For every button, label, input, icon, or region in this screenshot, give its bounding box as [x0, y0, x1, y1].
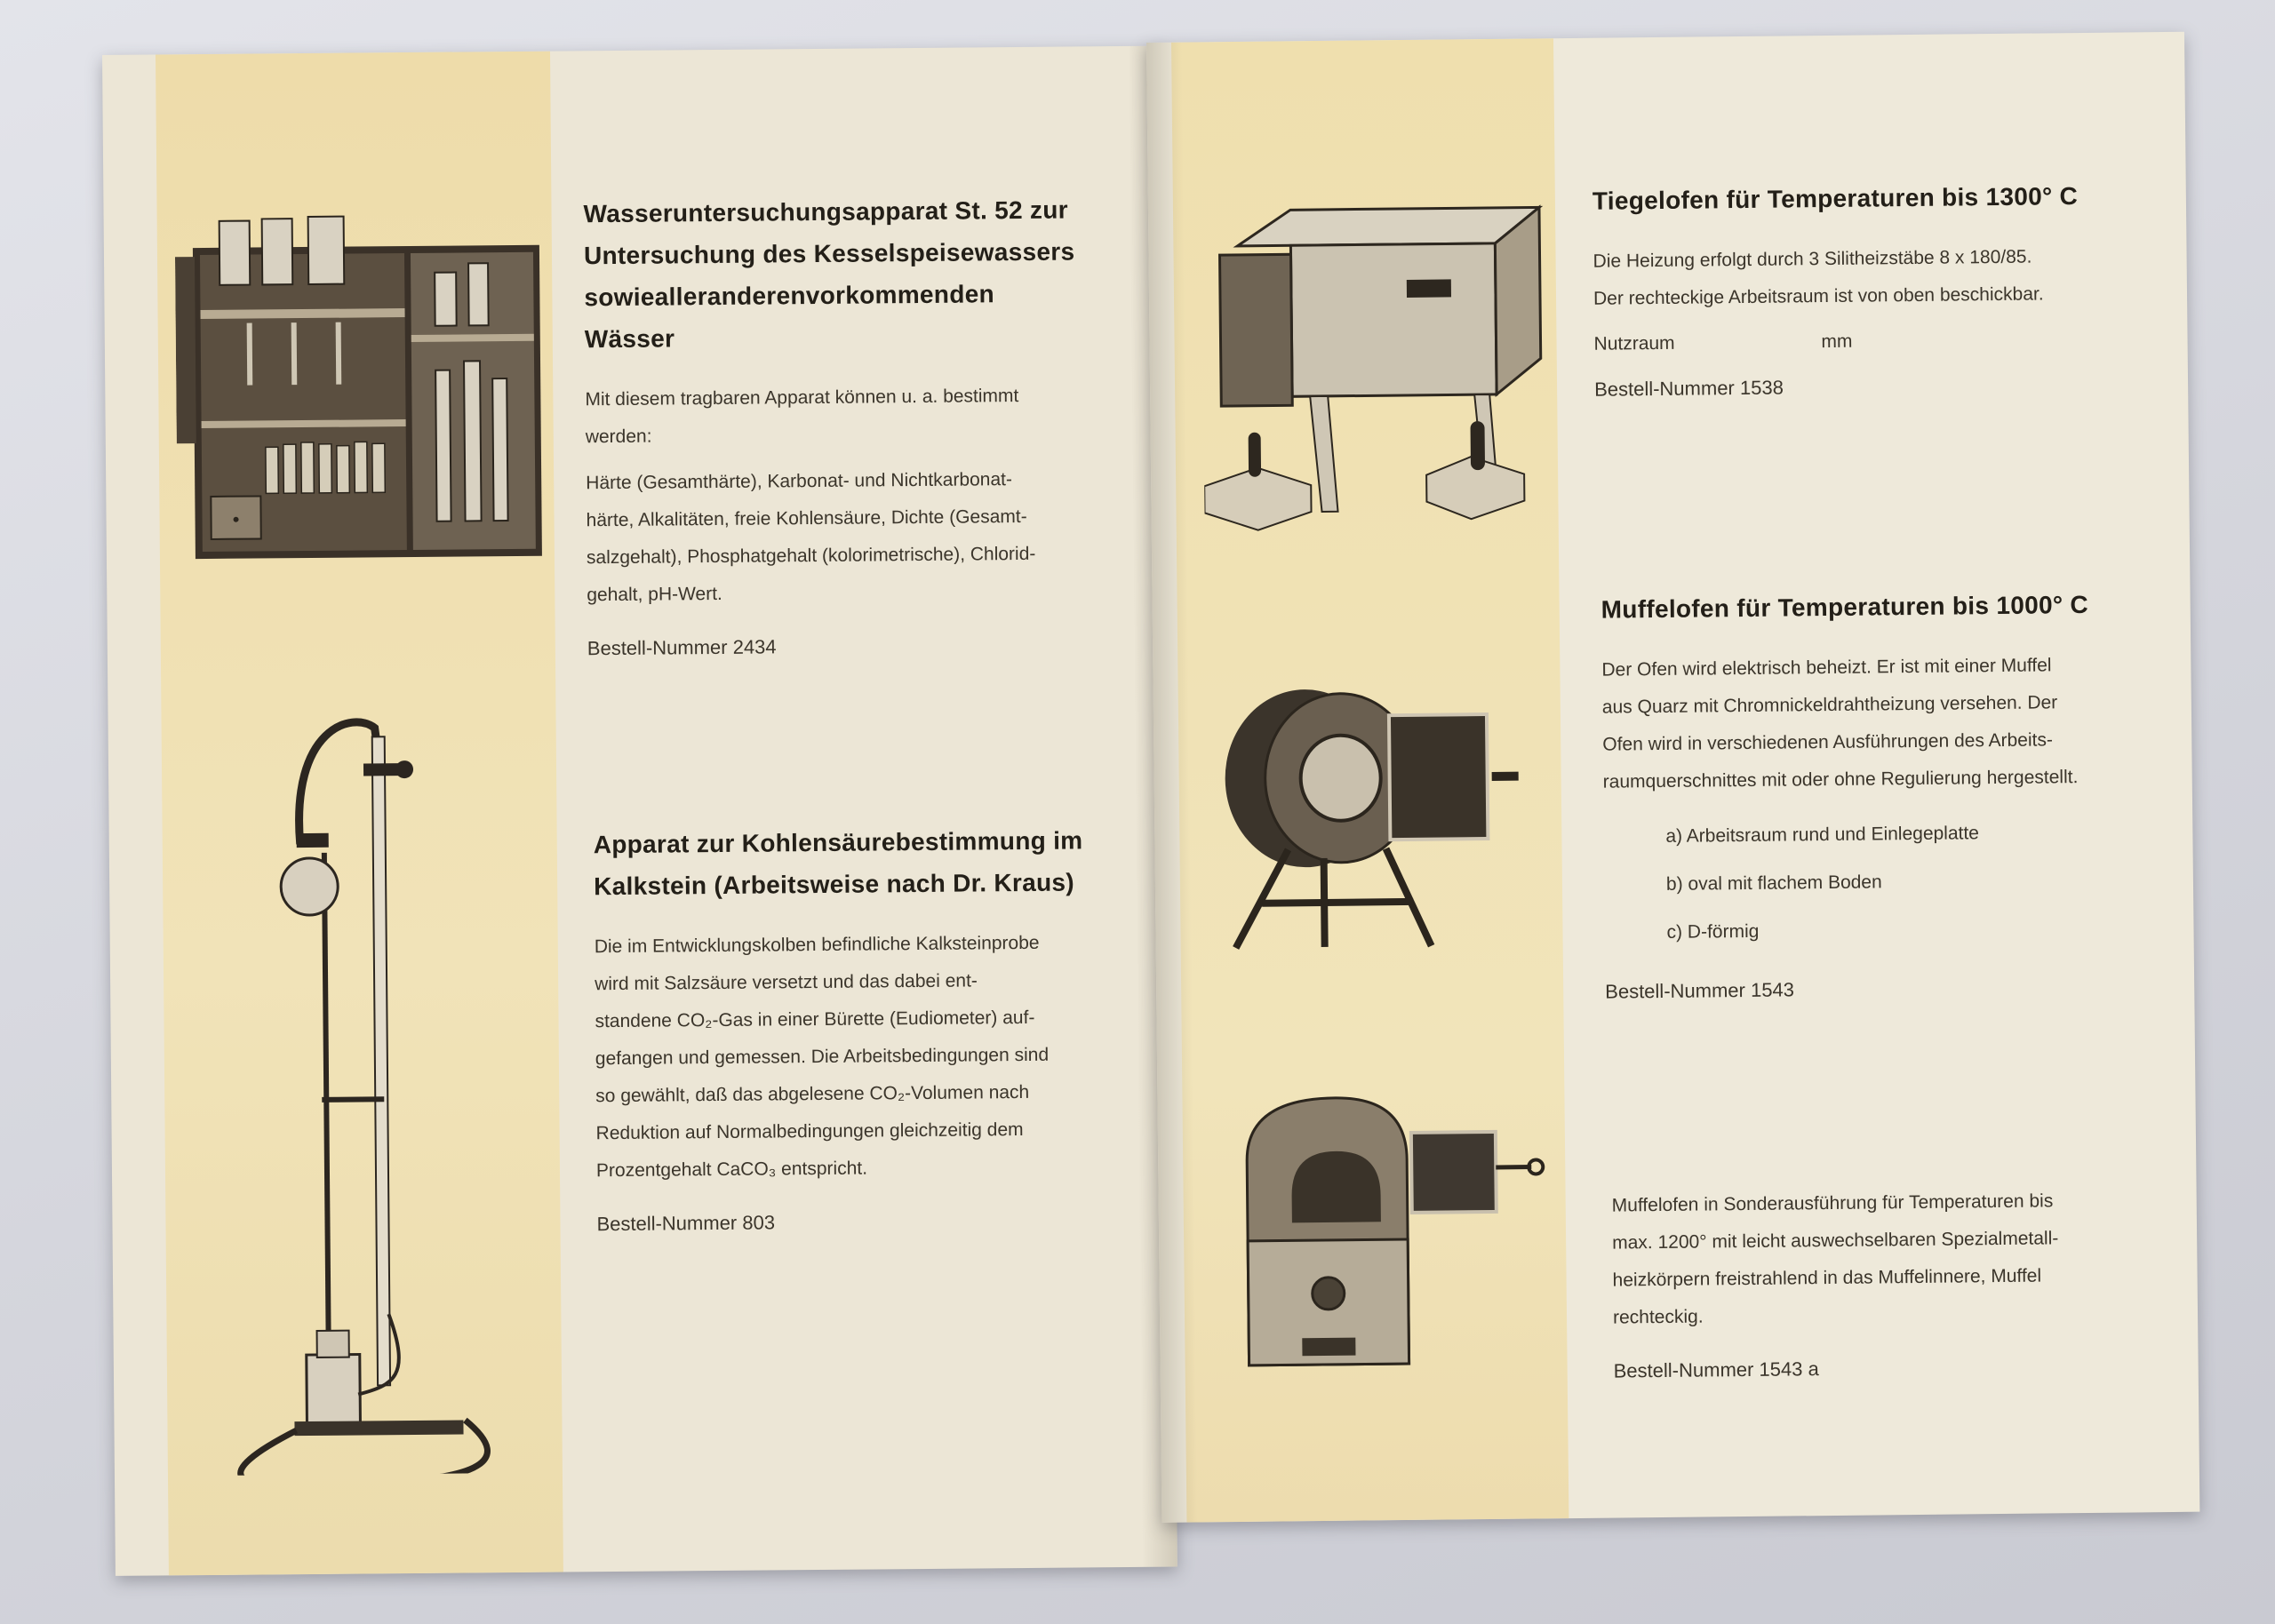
title-line: sowiealleranderenvorkommenden — [584, 280, 995, 312]
text-line: Die im Entwicklungskolben befindliche Kalksteinprobe — [594, 932, 1040, 958]
usable-space-label: Nutzraum — [1593, 332, 1675, 354]
product-crucible-furnace — [1592, 174, 2164, 402]
usable-space-unit: mm — [1821, 330, 1853, 353]
list-item: b) oval mit flachem Boden — [1665, 872, 1882, 895]
text-line: gehalt, pH-Wert. — [587, 583, 722, 606]
order-number: Bestell-Nummer 1543 a — [1613, 1357, 1819, 1382]
product-description — [1601, 646, 2172, 801]
version-options-list — [1665, 808, 2174, 957]
text-line: Härte (Gesamthärte), Karbonat- und Nichtkarbonat- — [586, 469, 1013, 494]
order-number: Bestell-Nummer 1543 — [1605, 978, 1795, 1003]
product-title: Tiegelofen für Temperaturen bis 1300° C — [1592, 182, 2079, 215]
product-title — [583, 188, 1136, 360]
measured-values-list — [586, 460, 1138, 614]
text-line: salzgehalt), Phosphatgehalt (kolorimetrische), Chlorid- — [586, 543, 1036, 569]
product-water-test-apparatus — [583, 188, 1138, 660]
product-muffle-furnace — [1600, 583, 2174, 1004]
muffle-furnace-image — [1207, 678, 1565, 966]
left-page — [102, 46, 1177, 1576]
product-title: Muffelofen für Temperaturen bis 1000° C — [1600, 590, 2089, 624]
title-line: Wasseruntersuchungsapparat St. 52 zur — [583, 195, 1069, 228]
text-line: härte, Alkalitäten, freie Kohlensäure, Dichte (Gesamt- — [586, 506, 1027, 531]
title-line: Wässer — [584, 324, 675, 354]
title-line: Kalkstein (Arbeitsweise nach Dr. Kraus) — [594, 868, 1075, 901]
text-line: gefangen und gemessen. Die Arbeitsbedingungen sind — [595, 1044, 1050, 1070]
text-line: Mit diesem tragbaren Apparat können u. a. bestimmt — [585, 386, 1019, 410]
text-line: Der rechteckige Arbeitsraum ist von oben beschickbar. — [1592, 283, 2044, 309]
water-test-cabinet-image — [174, 201, 551, 586]
order-number: Bestell-Nummer 2434 — [587, 635, 777, 660]
product-description — [595, 924, 1148, 1190]
text-line: raumquerschnittes mit oder ohne Regulierung hergestellt. — [1602, 767, 2079, 792]
product-title — [594, 819, 1145, 907]
product-special-muffle-furnace — [1611, 1160, 2183, 1383]
text-line: so gewählt, daß das abgelesene CO₂-Volumen nach — [595, 1081, 1030, 1107]
text-line: Ofen wird in verschiedenen Ausführungen des Arbeits- — [1602, 729, 2054, 755]
product-co2-apparatus — [594, 819, 1148, 1236]
text-line: heizkörpern freistrahlend in das Muffelinnere, Muffel — [1612, 1265, 2042, 1291]
product-description — [585, 377, 1137, 456]
order-number: Bestell-Nummer 803 — [596, 1211, 776, 1236]
crucible-furnace-image — [1201, 189, 1561, 566]
usable-space-row — [1593, 328, 2162, 355]
title-line: Apparat zur Kohlensäurebestimmung im — [593, 826, 1083, 859]
text-line: Prozentgehalt CaCO₃ entspricht. — [595, 1158, 868, 1182]
text-line: Die Heizung erfolgt durch 3 Silitheizstäbe 8 x 180/85. — [1592, 246, 2032, 272]
title-line: Untersuchung des Kesselspeisewassers — [583, 237, 1075, 270]
special-muffle-furnace-image — [1210, 1087, 1569, 1383]
text-line: wird mit Salzsäure versetzt und das dabei ent- — [595, 970, 978, 995]
text-line: werden: — [585, 426, 652, 448]
product-description — [1592, 237, 2162, 318]
product-description — [1612, 1182, 2183, 1337]
co2-apparatus-image — [192, 691, 537, 1476]
list-item: a) Arbeitsraum rund und Einlegeplatte — [1665, 823, 1980, 847]
text-line: max. 1200° mit leicht auswechselbaren Spezialmetall- — [1612, 1228, 2059, 1254]
text-line: aus Quarz mit Chromnickeldrahtheizung versehen. Der — [1601, 692, 2058, 718]
right-page — [1146, 32, 2199, 1523]
text-line: Der Ofen wird elektrisch beheizt. Er ist mit einer Muffel — [1601, 655, 2052, 681]
text-line: Muffelofen in Sonderausführung für Temperaturen bis — [1611, 1190, 2054, 1216]
order-number: Bestell-Nummer 1538 — [1593, 376, 1784, 401]
text-line: Reduktion auf Normalbedingungen gleichzeitig dem — [595, 1119, 1024, 1144]
text-line: rechteckig. — [1612, 1306, 1704, 1328]
list-item: c) D-förmig — [1666, 920, 1760, 943]
text-line: standene CO₂-Gas in einer Bürette (Eudiometer) auf- — [595, 1007, 1035, 1032]
